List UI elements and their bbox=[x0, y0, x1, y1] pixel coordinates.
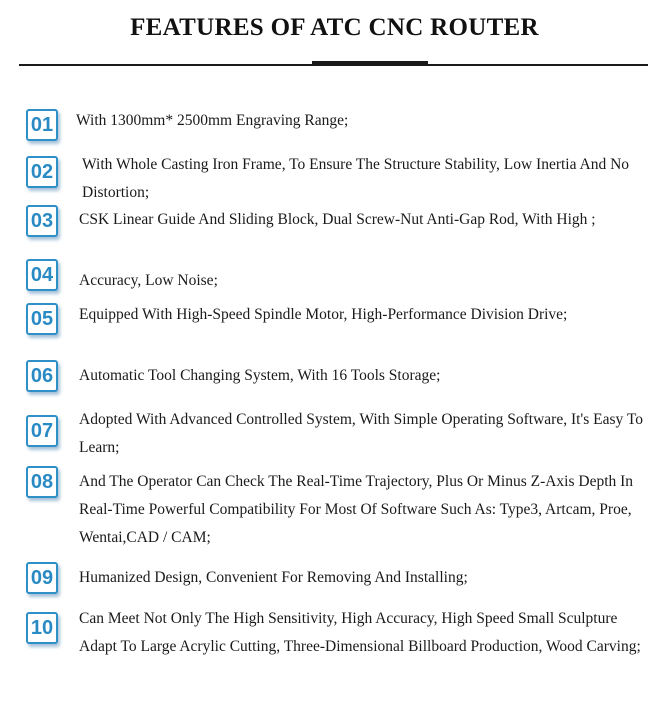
feature-text: Accuracy, Low Noise; bbox=[79, 272, 218, 289]
feature-text: Can Meet Not Only The High Sensitivity, High Accuracy, High Speed Small Sculpture Adapt To Large Acrylic Cutting, Three-Dimensional Billboard Production, Wood Carving; bbox=[79, 610, 641, 655]
feature-text: With 1300mm* 2500mm Engraving Range; bbox=[76, 112, 349, 129]
feature-text: Humanized Design, Convenient For Removing And Installing; bbox=[79, 569, 468, 586]
feature-text: With Whole Casting Iron Frame, To Ensure The Structure Stability, Low Inertia And No Distortion; bbox=[82, 156, 630, 201]
feature-number-badge: 09 bbox=[26, 562, 58, 594]
title-divider-accent bbox=[312, 61, 428, 65]
feature-number-badge: 10 bbox=[26, 612, 58, 644]
feature-number-badge: 07 bbox=[26, 415, 58, 447]
feature-number-badge: 04 bbox=[26, 259, 58, 291]
feature-text: Equipped With High-Speed Spindle Motor, High-Performance Division Drive; bbox=[79, 306, 568, 323]
feature-number-badge: 06 bbox=[26, 360, 58, 392]
page-title: FEATURES OF ATC CNC ROUTER bbox=[130, 14, 539, 41]
feature-text: CSK Linear Guide And Sliding Block, Dual Screw-Nut Anti-Gap Rod, With High ; bbox=[79, 211, 596, 228]
feature-text: And The Operator Can Check The Real-Time Trajectory, Plus Or Minus Z-Axis Depth In Real-Time Powerful Compatibility For Most Of Software Such As: Type3, Artcam, Proe, Wentai,CAD / CAM; bbox=[79, 473, 634, 546]
feature-number-badge: 03 bbox=[26, 205, 58, 237]
feature-number-badge: 08 bbox=[26, 466, 58, 498]
feature-text: Automatic Tool Changing System, With 16 Tools Storage; bbox=[79, 367, 441, 384]
feature-text: Adopted With Advanced Controlled System, With Simple Operating Software, It's Easy To Learn; bbox=[79, 411, 643, 456]
feature-number-badge: 05 bbox=[26, 303, 58, 335]
feature-number-badge: 01 bbox=[26, 109, 58, 141]
feature-number-badge: 02 bbox=[26, 156, 58, 188]
